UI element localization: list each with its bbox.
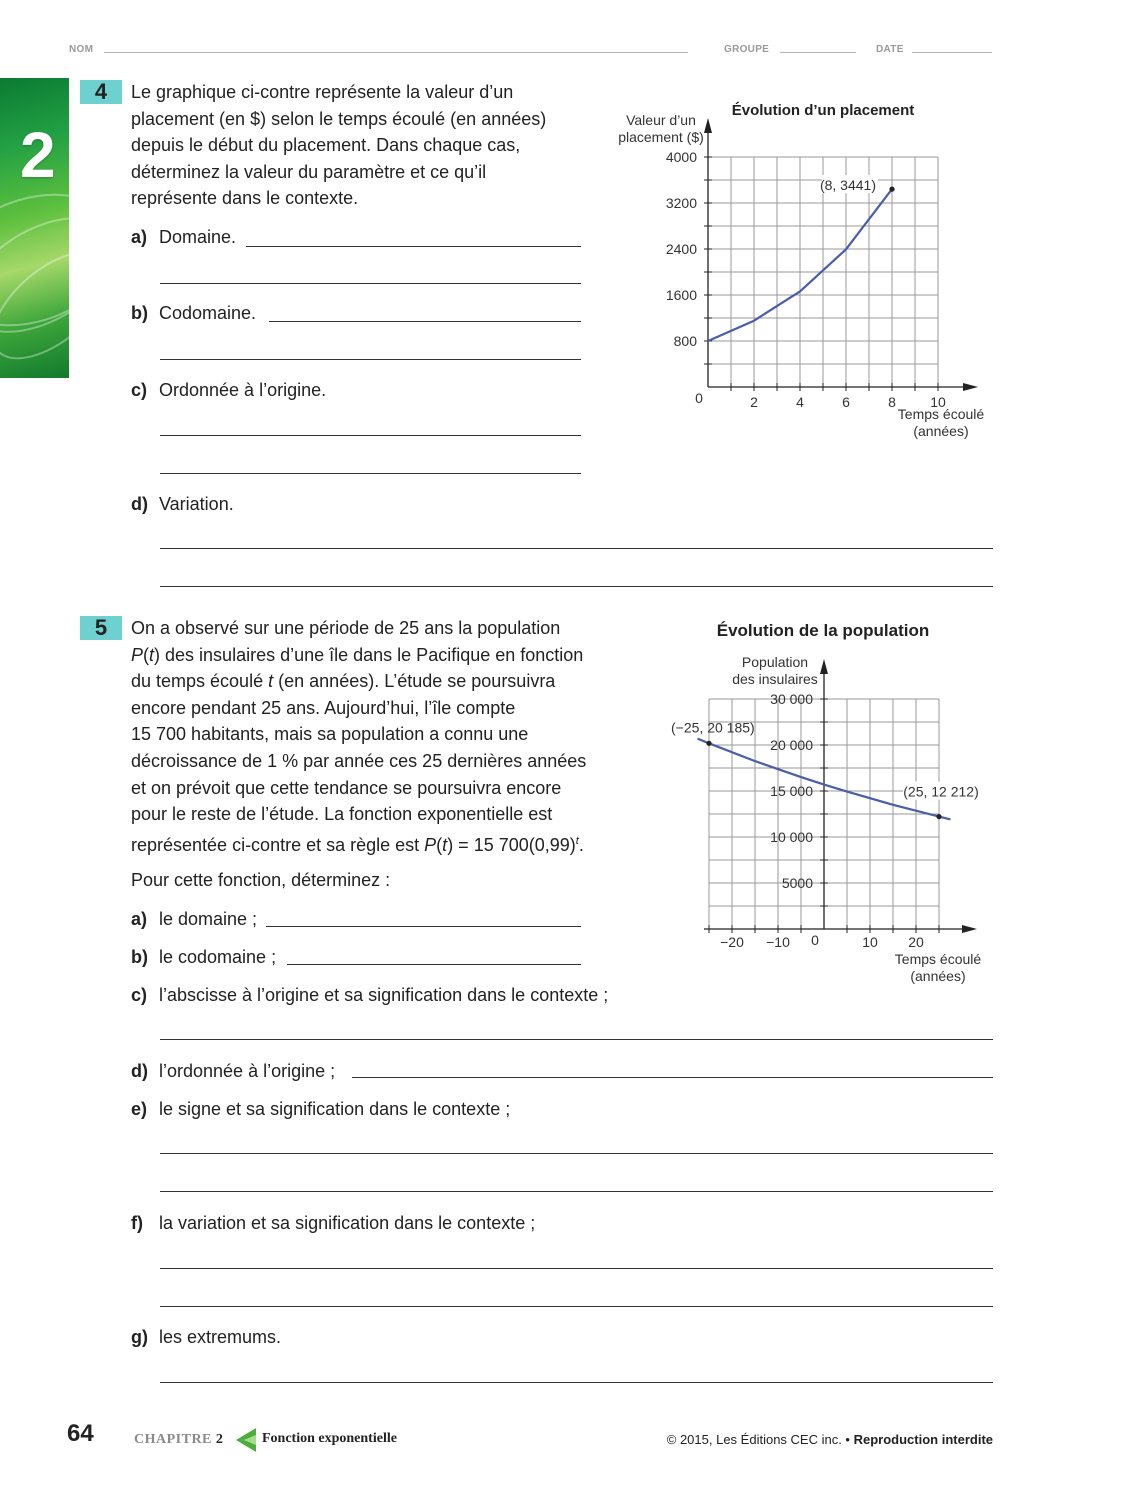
q5-item-g <box>131 1327 281 1348</box>
footer-topic: Fonction exponentielle <box>262 1431 397 1446</box>
exponent-t: t <box>575 834 579 847</box>
answer-line-q5e-1[interactable] <box>160 1153 993 1154</box>
x-axis-arrow-icon <box>963 383 978 391</box>
x-tick-label: −20 <box>720 934 744 950</box>
chapter-arrow-icon <box>234 1427 258 1453</box>
q4-line: Le graphique ci-contre représente la valeur d’un <box>131 82 514 102</box>
answer-line-q4b-2[interactable] <box>160 359 581 360</box>
item-letter: a) <box>131 909 148 929</box>
y-axis-label: Valeur d’un <box>626 112 696 128</box>
chart-population <box>640 645 1020 995</box>
item-letter: c) <box>131 985 148 1005</box>
period: . <box>578 834 584 855</box>
item-letter: c) <box>131 380 148 400</box>
y-tick-label: 1600 <box>665 287 697 303</box>
name-label: NOM <box>69 44 94 55</box>
answer-line-q5a[interactable] <box>266 926 581 927</box>
item-label: la variation et sa signification dans le contexte ; <box>159 1213 536 1233</box>
point-annotation: (25, 12 212) <box>903 783 979 800</box>
item-label: l’abscisse à l’origine et sa signification dans le contexte ; <box>159 985 609 1005</box>
group-label: GROUPE <box>724 44 770 55</box>
answer-line-q5d[interactable] <box>352 1077 993 1078</box>
q5-item-a <box>131 909 257 930</box>
footer-copyright <box>667 1432 993 1447</box>
y-axis-label: Population <box>741 654 809 670</box>
q5-line: On a observé sur une période de 25 ans la population <box>131 618 561 638</box>
q5-item-e <box>131 1099 510 1120</box>
question-5-text <box>131 615 651 858</box>
point-annotation: (8, 3441) <box>819 177 876 194</box>
y-axis-arrow-icon <box>704 118 712 133</box>
answer-line-q4d-1[interactable] <box>160 548 993 549</box>
q5-item-c <box>131 985 608 1006</box>
y-tick-label: 5000 <box>781 875 813 891</box>
y-axis-label: des insulaires <box>732 671 818 687</box>
y-axis-label: placement ($) <box>618 129 704 145</box>
y-tick-label: 4000 <box>665 149 697 165</box>
y-tick-label: 30 000 <box>770 691 813 707</box>
answer-line-q4a-1[interactable] <box>246 246 581 247</box>
item-letter: d) <box>131 494 148 514</box>
q5-line: décroissance de 1 % par année ces 25 dernières années <box>131 750 587 771</box>
item-label: Variation. <box>159 494 234 514</box>
answer-line-q4c-2[interactable] <box>160 473 581 474</box>
copyright-text: © 2015, Les Éditions CEC inc. • <box>666 1432 850 1447</box>
item-label: l’ordonnée à l’origine ; <box>159 1061 336 1081</box>
q4-item-b <box>131 303 256 324</box>
item-letter: d) <box>131 1061 148 1081</box>
x-tick-label: −10 <box>766 934 790 950</box>
item-label: Ordonnée à l’origine. <box>159 380 327 400</box>
x-axis-label: Temps écoulé <box>897 406 985 422</box>
var-t: t <box>268 671 274 692</box>
q4-item-a <box>131 227 236 248</box>
q5-text-part: représentée ci-contre et sa règle est <box>131 834 425 855</box>
point-annotation: (−25, 20 185) <box>671 719 755 736</box>
answer-line-q5g[interactable] <box>160 1382 993 1383</box>
data-point <box>706 741 711 746</box>
paren: ( <box>143 644 150 665</box>
item-label: le signe et sa signification dans le contexte ; <box>159 1099 511 1119</box>
group-field-line[interactable] <box>780 52 856 53</box>
date-field-line[interactable] <box>912 52 992 53</box>
q5-item-f <box>131 1213 535 1234</box>
chart-1-title: Évolution d’un placement <box>731 102 915 119</box>
paren: ( <box>436 834 443 855</box>
answer-line-q5f-1[interactable] <box>160 1268 993 1269</box>
answer-line-q4a-2[interactable] <box>160 283 581 284</box>
origin-label: 0 <box>811 932 819 948</box>
question-4-text <box>131 79 601 212</box>
var-t: t <box>442 834 448 855</box>
data-point <box>936 814 941 819</box>
rights-text: Reproduction interdite <box>853 1432 993 1447</box>
y-tick-label: 3200 <box>665 195 697 211</box>
chart-2-title: Évolution de la population <box>716 621 930 640</box>
x-tick-label: 4 <box>796 394 804 410</box>
chart-investment <box>600 110 1020 455</box>
q4-item-c <box>131 380 326 401</box>
answer-line-q5e-2[interactable] <box>160 1191 993 1192</box>
answer-line-q4b-1[interactable] <box>269 321 581 322</box>
q5-intro: Pour cette fonction, déterminez : <box>131 870 391 890</box>
q5-line <box>131 828 651 859</box>
y-tick-label: 10 000 <box>770 829 813 845</box>
item-letter: b) <box>131 303 148 323</box>
q5-line: encore pendant 25 ans. Aujourd’hui, l’île compte <box>131 697 516 718</box>
chapter-number: 2 <box>20 119 56 191</box>
item-label: le codomaine ; <box>159 947 277 967</box>
y-axis-arrow-icon <box>820 659 828 674</box>
answer-line-q5b[interactable] <box>287 964 581 965</box>
item-label: Codomaine. <box>159 303 257 323</box>
x-axis-label: (années) <box>910 968 966 984</box>
q4-line: depuis le début du placement. Dans chaque cas, <box>131 135 521 156</box>
q5-line: et on prévoit que cette tendance se poursuivra encore <box>131 777 562 798</box>
var-p: P <box>424 834 437 855</box>
x-tick-label: 2 <box>750 394 758 410</box>
q4-item-d <box>131 494 234 515</box>
item-label: Domaine. <box>159 227 237 247</box>
x-tick-label: 20 <box>908 934 924 950</box>
item-label: le domaine ; <box>159 909 258 929</box>
chapter-num: 2 <box>215 1432 224 1447</box>
x-axis-label: Temps écoulé <box>894 951 982 967</box>
var-t: t <box>149 644 155 665</box>
q5-line: pour le reste de l’étude. La fonction exponentielle est <box>131 804 553 825</box>
q4-line: représente dans le contexte. <box>131 188 359 209</box>
x-axis-label: (années) <box>913 423 969 439</box>
q4-line: placement (en $) selon le temps écoulé (en années) <box>131 108 547 129</box>
answer-line-q4c-1[interactable] <box>160 435 581 436</box>
item-letter: b) <box>131 947 148 967</box>
data-point <box>889 187 894 192</box>
item-letter: g) <box>131 1327 148 1347</box>
x-tick-label: 10 <box>862 934 878 950</box>
q5-text-part: ) des insulaires d’une île dans le Pacifique en fonction <box>154 644 584 665</box>
rule-expression: ) = 15 700(0,99) <box>447 834 576 855</box>
y-tick-label: 800 <box>673 333 697 349</box>
question-number-4: 4 <box>80 80 122 104</box>
date-label: DATE <box>876 44 904 55</box>
q5-text-part: du temps écoulé <box>131 671 264 692</box>
item-label: les extremums. <box>159 1327 282 1347</box>
answer-line-q5f-2[interactable] <box>160 1306 993 1307</box>
item-letter: f) <box>131 1213 143 1233</box>
answer-line-q5c[interactable] <box>160 1039 993 1040</box>
q4-line: déterminez la valeur du paramètre et ce qu’il <box>131 161 487 182</box>
footer-chapter <box>134 1432 223 1448</box>
name-field-line[interactable] <box>104 52 688 53</box>
item-letter: e) <box>131 1099 148 1119</box>
q5-item-b <box>131 947 276 968</box>
q5-line <box>131 668 651 695</box>
q5-line: 15 700 habitants, mais sa population a connu une <box>131 724 529 745</box>
q5-line <box>131 642 651 669</box>
origin-label: 0 <box>695 390 703 406</box>
x-axis-arrow-icon <box>962 925 977 933</box>
var-p: P <box>131 644 144 665</box>
x-tick-label: 8 <box>888 394 896 410</box>
question-number-5: 5 <box>80 616 122 640</box>
y-tick-label: 2400 <box>665 241 697 257</box>
q5-item-d <box>131 1061 335 1082</box>
page-number: 64 <box>67 1420 94 1447</box>
y-tick-label: 15 000 <box>770 783 813 799</box>
q5-text-part: (en années). L’étude se poursuivra <box>278 671 556 692</box>
chapter-word: CHAPITRE <box>134 1432 212 1447</box>
x-tick-label: 6 <box>842 394 850 410</box>
item-letter: a) <box>131 227 148 247</box>
answer-line-q4d-2[interactable] <box>160 586 993 587</box>
x-tick-label: 10 <box>930 394 946 410</box>
y-tick-label: 20 000 <box>770 737 813 753</box>
